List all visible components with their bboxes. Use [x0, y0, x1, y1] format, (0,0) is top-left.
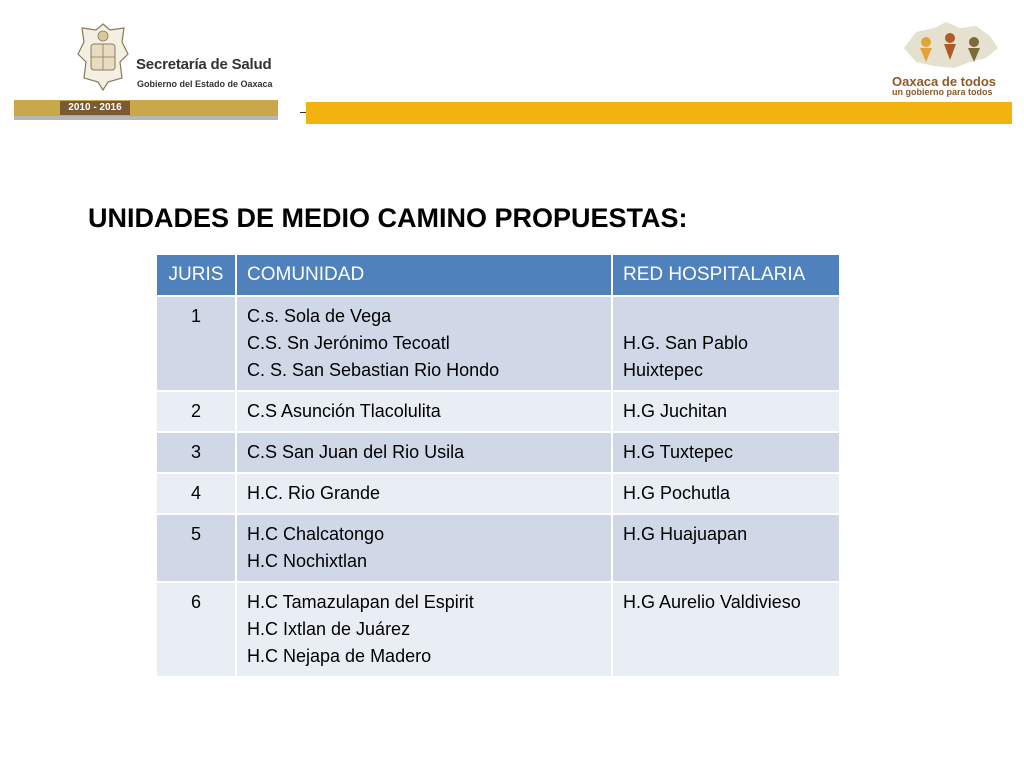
red-line: H.G Aurelio Valdivieso: [623, 592, 801, 612]
comunidad-cell: [236, 582, 612, 677]
red-line: H.G Huajuapan: [623, 524, 748, 544]
red-line: H.G Tuxtepec: [623, 442, 734, 462]
comunidad-cell: [236, 296, 612, 391]
oaxaca-map-icon: [894, 18, 1004, 74]
juris-cell: 5: [157, 514, 236, 582]
red-line: H.G Juchitan: [623, 401, 728, 421]
logo-line2: un gobierno para todos: [892, 87, 993, 97]
secretaria-logo: [14, 20, 304, 120]
header-juris: JURIS: [157, 255, 236, 296]
red-line: Huixtepec: [623, 360, 704, 380]
red-cell: [612, 473, 840, 514]
comunidad-line: H.C. Rio Grande: [247, 483, 381, 503]
comunidad-line: C.S Asunción Tlacolulita: [247, 401, 441, 421]
state-crest-icon: [74, 22, 132, 92]
header-red-hospitalaria: RED HOSPITALARIA: [612, 255, 840, 296]
red-cell: [612, 582, 840, 677]
comunidad-cell: [236, 473, 612, 514]
oaxaca-logo: [888, 18, 1008, 98]
table-row: [157, 432, 840, 473]
comunidad-cell: [236, 391, 612, 432]
table-row: [157, 514, 840, 582]
years-badge: 2010 - 2016: [60, 101, 130, 115]
red-cell: [612, 391, 840, 432]
table-row: [157, 296, 840, 391]
logo-line1: Oaxaca de todos: [892, 74, 997, 89]
org-name: Secretaría de Salud: [136, 56, 272, 73]
comunidad-cell: [236, 432, 612, 473]
org-subtitle: Gobierno del Estado de Oaxaca: [137, 79, 273, 89]
comunidad-line: C. S. San Sebastian Rio Hondo: [247, 360, 500, 380]
table-row: [157, 582, 840, 677]
comunidad-line: C.s. Sola de Vega: [247, 306, 392, 326]
juris-cell: 3: [157, 432, 236, 473]
comunidad-line: C.S San Juan del Rio Usila: [247, 442, 465, 462]
header-gold-strip: [14, 100, 278, 116]
juris-cell: 6: [157, 582, 236, 677]
units-table: [157, 255, 841, 678]
red-line: H.G. San Pablo: [623, 333, 749, 353]
comunidad-line: H.C Tamazulapan del Espirit: [247, 592, 474, 612]
header-comunidad: COMUNIDAD: [236, 255, 612, 296]
table-header-row: [157, 255, 840, 296]
comunidad-cell: [236, 514, 612, 582]
red-line: H.G Pochutla: [623, 483, 731, 503]
table-row: [157, 391, 840, 432]
page-title: UNIDADES DE MEDIO CAMINO PROPUESTAS:: [88, 203, 688, 233]
red-cell: [612, 296, 840, 391]
accent-bar: [306, 102, 1012, 124]
comunidad-line: H.C Chalcatongo: [247, 524, 385, 544]
header-gray-strip: [14, 116, 278, 120]
comunidad-line: H.C Ixtlan de Juárez: [247, 619, 411, 639]
comunidad-line: H.C Nejapa de Madero: [247, 646, 432, 666]
table-row: [157, 473, 840, 514]
juris-cell: 4: [157, 473, 236, 514]
juris-cell: 1: [157, 296, 236, 391]
comunidad-line: C.S. Sn Jerónimo Tecoatl: [247, 333, 450, 353]
comunidad-line: H.C Nochixtlan: [247, 551, 368, 571]
red-cell: [612, 514, 840, 582]
red-cell: [612, 432, 840, 473]
juris-cell: 2: [157, 391, 236, 432]
